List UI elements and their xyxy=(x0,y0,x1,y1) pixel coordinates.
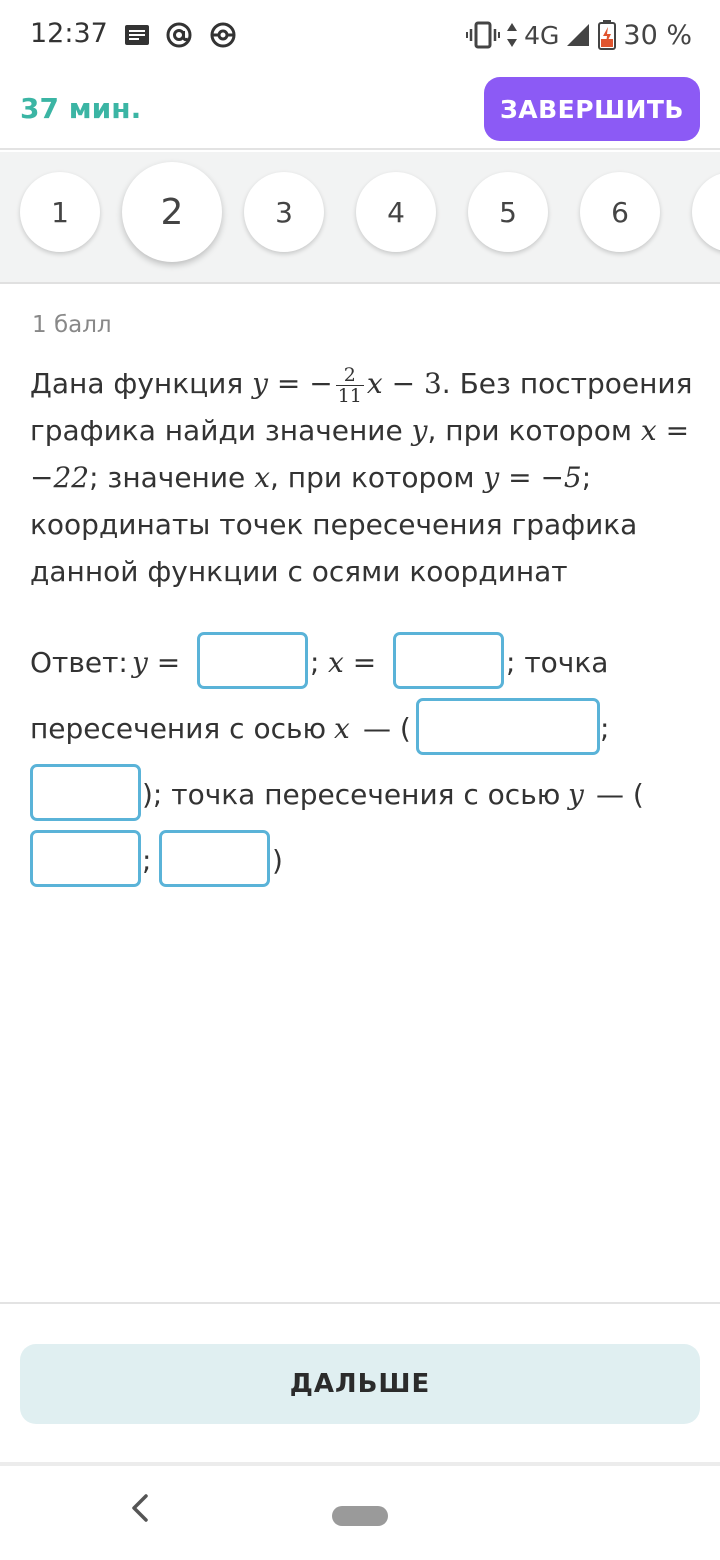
func-x: x xyxy=(366,367,383,400)
network-type: 4G xyxy=(524,20,560,50)
question-nav-item-2[interactable]: 2 xyxy=(122,162,222,262)
at-sign-icon xyxy=(164,20,194,50)
answer-var-x: x xyxy=(334,712,350,745)
timer: 37 мин. xyxy=(20,92,142,125)
answer-text-x-axis: пересечения с осью xyxy=(30,712,327,745)
answer-eq-y: y = xyxy=(132,646,181,679)
question-text xyxy=(30,360,700,595)
question-text-1: Дана функция xyxy=(30,367,244,400)
signal-icon xyxy=(565,22,591,48)
question-text-3: , при котором xyxy=(427,414,632,447)
vibrate-icon xyxy=(466,20,500,50)
status-bar xyxy=(0,0,720,72)
answer-label: Ответ: xyxy=(30,646,128,679)
answer-sep-2: ; xyxy=(600,712,610,745)
target-icon xyxy=(208,20,238,50)
answer-input-y[interactable] xyxy=(197,632,308,689)
question-points: 1 балл xyxy=(32,312,112,338)
question-nav-item-3[interactable]: 3 xyxy=(244,172,324,252)
func-eq: = xyxy=(276,367,301,400)
answer-input-x[interactable] xyxy=(393,632,504,689)
data-arrows-icon xyxy=(506,21,518,49)
fraction xyxy=(336,365,364,406)
question-text-6: ; координаты точек пересечения графика данной функции с осями координат xyxy=(30,461,638,588)
next-button[interactable]: ДАЛЬШЕ xyxy=(20,1344,700,1424)
message-icon xyxy=(122,20,152,50)
answer-close: ) xyxy=(272,844,283,877)
question-nav-item-next[interactable] xyxy=(692,172,720,252)
question-text-4: ; значение xyxy=(89,461,246,494)
question-var-x: x xyxy=(254,461,270,494)
test-header xyxy=(0,72,720,150)
answer-text-y-axis: ); точка пересечения с осью xyxy=(142,778,561,811)
chevron-left-icon[interactable] xyxy=(128,1490,152,1526)
question-text-2: . Без построения графика найди значение xyxy=(30,367,693,447)
answer-dash-open-2: — ( xyxy=(596,778,644,811)
answer-input-x-intercept-y[interactable] xyxy=(30,764,141,821)
answer-input-y-intercept-y[interactable] xyxy=(159,830,270,887)
func-minus-3: − 3 xyxy=(391,367,442,400)
finish-button[interactable]: ЗАВЕРШИТЬ xyxy=(484,77,700,141)
fraction-denominator: 11 xyxy=(337,384,362,407)
condition-y: y = −5 xyxy=(483,461,582,494)
answer-text-point: ; точка xyxy=(506,646,609,679)
answer-sep-1: ; xyxy=(310,646,320,679)
condition-x: x = −22 xyxy=(30,414,690,494)
answer-area xyxy=(0,620,720,920)
question-text-5: , при котором xyxy=(269,461,475,494)
answer-input-x-intercept-x[interactable] xyxy=(416,698,600,755)
answer-eq-x: x = xyxy=(328,646,377,679)
func-minus: − xyxy=(309,367,333,400)
question-var-y: y xyxy=(411,414,428,447)
battery-charging-icon xyxy=(597,19,617,51)
func-y: y xyxy=(252,367,268,400)
status-right xyxy=(466,18,692,52)
question-nav-item-4[interactable]: 4 xyxy=(356,172,436,252)
question-nav-item-1[interactable]: 1 xyxy=(20,172,100,252)
answer-var-y: y xyxy=(568,778,584,811)
status-time: 12:37 xyxy=(30,18,108,49)
system-nav-bar xyxy=(0,1462,720,1560)
battery-level: 30 % xyxy=(623,19,692,51)
answer-sep-3: ; xyxy=(142,844,152,877)
answer-input-y-intercept-x[interactable] xyxy=(30,830,141,887)
fraction-numerator: 2 xyxy=(336,365,364,386)
question-nav-item-6[interactable]: 6 xyxy=(580,172,660,252)
question-nav-item-5[interactable]: 5 xyxy=(468,172,548,252)
question-nav xyxy=(0,152,720,284)
answer-dash-open-1: — ( xyxy=(363,712,411,745)
home-pill-icon[interactable] xyxy=(332,1506,388,1526)
footer-divider xyxy=(0,1302,720,1304)
